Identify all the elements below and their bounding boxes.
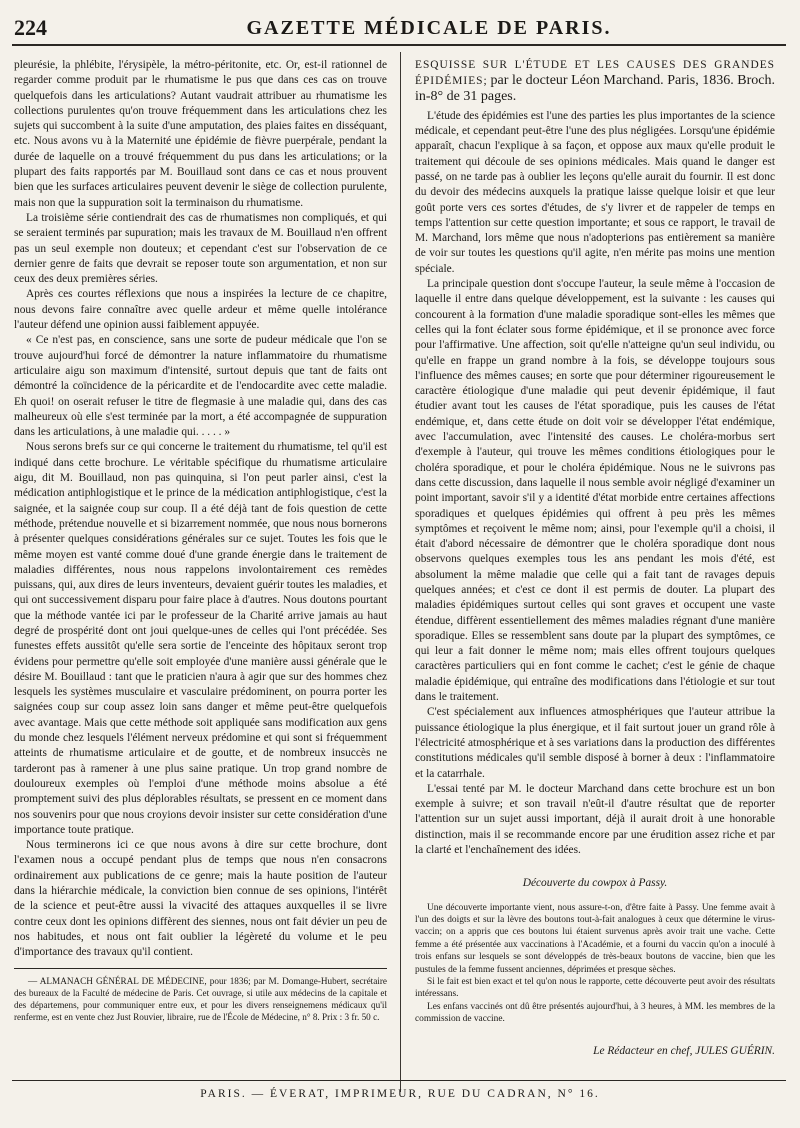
footer-rule bbox=[12, 1080, 786, 1081]
review-title bbox=[415, 58, 775, 105]
right-column bbox=[415, 58, 775, 1059]
paragraph: Nous terminerons ici ce que nous avons à dire sur cette brochure, dont l'examen nous a occupé pendant plus de temps que nous n'en consacrons ordinairement aux publications de ce genre; mais la haute position de l'auteur dans la hiérarchie médicale, la conviction bien connue de ses opinions, l'intérêt de la science et peut-être aussi la vivacité des attaques auxquelles il se livre contre ceux dont les opinions diffèrent des siennes, nous ont fait dévier un peu de nos habitudes, et nous ont fait oublier la légèreté du volume et le peu d'importance des travaux qu'il contient. bbox=[14, 839, 387, 959]
paragraph: pleurésie, la phlébite, l'érysipèle, la métro-péritonite, etc. Or, est-il rationnel de regarder comme produit par le rhumatisme le pus que dans ces cas on trouve quelquefois dans les articulations? Autant vaudrait attribuer au rhumatisme les collections purulentes qu'on trouve fréquemment dans les articulations chez les sujets qui succombent à la suite d'une amputation, des plaies faites en disséquant, etc. Nous avons vu à la Maternité une épidémie de fièvre puerpérale, pendant la durée de laquelle on a trouvé fréquemment du pus dans les articulations; or la plupart des faits rapportés par M. Bouillaud sont dans ce cas et nous prouvent bien que les surfaces articulaires peuvent devenir le siège de collection purulente, mais non que la suppuration soit la terminaison du rhumatisme. bbox=[14, 59, 387, 209]
paragraph: C'est spécialement aux influences atmosphériques que l'auteur attribue la puissance étiologique la plus énergique, et il fait surtout jouer un grand rôle à l'électricité atmosphérique et à ses variations dans la production des différentes constitutions médicales qu'il semble disposé à borner à deux : l'inflammatoire et la catarrhale. bbox=[415, 706, 775, 780]
column-rule bbox=[400, 52, 401, 1092]
running-title: GAZETTE MÉDICALE DE PARIS. bbox=[246, 17, 612, 39]
paragraph: La troisième série contiendrait des cas de rhumatismes non compliqués, et qui se seraient terminés par supuration; mais les travaux de M. Bouillaud n'en offrent pas un seul exemple non douteux; et cependant c'est sur l'observation de ce dernier genre de faits que devrait se reposer toute son argumentation, et non sur ceux des deux premières séries. bbox=[14, 211, 387, 286]
page-number: 224 bbox=[14, 15, 47, 40]
paragraph: La principale question dont s'occupe l'auteur, la seule même à l'occasion de laquelle il entre dans quelque développement, est la suivante : les causes qui concourent à la formation d'une maladie sporadique sont-elles les mêmes que celles qui la font éclater sous forme épidémique, et il se prononce avec force pour l'affirmative. Une affection, soit qu'elle n'atteigne qu'un seul individu, ou qu'elle en frappe un grand nombre à la fois, se développe toujours sous l'influence des mêmes causes; en sorte que pour déterminer rigoureusement le caractère étiologique d'une maladie qui peut devenir épidémique, il faut étudier avant tout les causes de l'état sporadique, puis les causes de l'état endémique, et, dans cette étude on doit voir se développer l'état endémique, avec l'accumulation, avec l'intensité des causes. Le choléra-morbus sert d'exemple à l'auteur, qui trouve les mêmes conditions étiologiques pour le choléra sporadique, et pour le choléra épidémique. Nous ne le suivrons pas dans cette discussion, dans laquelle il nous semble avoir négligé d'examiner un point important, savoir s'il y a identité d'état morbide entre certaines affections sporadiques et quelques épidémies qui offrent à peu près les mêmes symptômes et reçoivent le même nom; ainsi, pour l'exemple qu'il a choisi, il était d'abord nécessaire de démontrer que le choléra sporadique dont nous observons quelques exemples tous les ans pendant les mois d'été, est absolument la même maladie que celle qui a fait tant de ravages depuis quelques années; et c'est ce dont il est permis de douter. La plupart des maladies épidémiques surtout celles qui sont graves et occupent une vaste étendue, diffèrent essentiellement des mêmes maladies régnant d'une manière sporadique. Elles se ressemblent sans doute par la plupart des symptômes, ce qui leur a fait donner le même nom; mais elles offrent toujours quelques caractères particuliers qui en font comme le cachet; c'est le génie de chaque maladie épidémique, qui entraîne des modifications dans l'étiologie et sur tout dans le traitement. bbox=[415, 278, 775, 704]
paragraph: L'essai tenté par M. le docteur Marchand dans cette brochure est un bon exemple à suivre; et son travail n'eût-il d'autre résultat que de reporter l'attention sur un sujet aussi important, déjà il aurait droit à une honorable distinction, mais il se recommande encore par une érudition assez riche et par la clarté et l'enchaînement des idées. bbox=[415, 782, 775, 857]
editor-signature: Le Rédacteur en chef, JULES GUÉRIN. bbox=[593, 1044, 775, 1057]
cowpox-paragraph: Une découverte importante vient, nous assure-t-on, d'être faite à Passy. Une femme avait à l'un des doigts et sur la lèvre des boutons tout-à-fait analogues à ceux que détermine le virus-vaccin; on a appris que ces boutons lui étaient survenus après avoir trait une vache. Cette femme a été présentée aux vaccinations à l'Académie, et a fourni du vaccin qu'on a inoculé à trois enfans sur lesquels se sont développés de très-beaux boutons de vaccine, bien que les pustules de la femme fussent anciennes, déprimées et presque sèches. bbox=[415, 902, 775, 975]
paragraph: Après ces courtes réflexions que nous a inspirées la lecture de ce chapitre, nous devons faire connaître avec quelle ardeur et même quelle intolérance l'auteur défend une opinion aussi faiblement appuyée. bbox=[14, 288, 387, 332]
cowpox-paragraph: Les enfans vaccinés ont dû être présentés aujourd'hui, à 3 heures, à MM. les membres de la commission de vaccine. bbox=[415, 1001, 775, 1025]
cowpox-heading: Découverte du cowpox à Passy. bbox=[522, 877, 668, 890]
paragraph: L'étude des épidémies est l'une des parties les plus importantes de la science médicale, et cependant peut-être l'une des plus négligées. Lorsqu'une épidémie apparaît, chacun l'explique à sa façon, et oppose aux maux qu'elle produit le traitement qui découle de ses opinions médicales. Mais quand le danger est passé, on ne tarde pas à oublier les leçons qu'elle aurait du fournir. Il est donc du devoir des médecins auxquels la pratique laisse quelque loisir et que leur goût porte vers ces sortes d'études, de s'y livrer et de rappeler de temps en temps l'attention sur cette question importante; et sous ce rapport, le travail de M. Marchand, lors même que nous n'adopterions pas entièrement sa manière de voir sur toutes les questions qu'il agite, n'en mérite pas moins une mention spéciale. bbox=[415, 109, 775, 275]
page-header bbox=[12, 14, 786, 46]
quotation-paragraph: « Ce n'est pas, en conscience, sans une sorte de pudeur médicale que l'on se trouve aujourd'hui forcé de démontrer la nature inflammatoire du rhumatisme articulaire aigu son maximum d'intensité, surtout depuis que tant de faits ont démontré la coïncidence de la péricardite et de l'endocardite avec cette maladie. Eh quoi! on oserait refuser le titre de flegmasie à une maladie qui, dans des cas malheureux où elle s'est terminée par la mort, a été accompagnée de suppuration dans les articulations, à une maladie qui. . . . . » bbox=[14, 334, 387, 439]
section-divider bbox=[14, 968, 387, 969]
review-title-rest: par le docteur Léon Marchand. Paris, 1836. Broch. in-8° de 31 pages. bbox=[415, 72, 775, 104]
printer-imprint: PARIS. — ÉVERAT, IMPRIMEUR, RUE DU CADRAN, N° 16. bbox=[200, 1088, 600, 1100]
left-column bbox=[14, 58, 387, 1023]
cowpox-paragraph: Si le fait est bien exact et tel qu'on nous le rapporte, cette découverte peut avoir des résultats intéressans. bbox=[415, 977, 775, 1000]
review-title-caps: ESQUISSE SUR L'ÉTUDE ET LES CAUSES DES GRANDES ÉPIDÉMIES; bbox=[415, 59, 775, 87]
paragraph: Nous serons brefs sur ce qui concerne le traitement du rhumatisme, tel qu'il est indiqué dans cette brochure. Le véritable spécifique du rhumatisme articulaire aigu, dit M. Bouillaud, non pas quinquina, si l'on peut parler ainsi, c'est la médication antiphlogistique et le prince de la médication antiphlogistique, c'est la saignée, et la saignée coup sur coup. Il a été déjà tant de fois question de cette méthode, prétendue nouvelle et si bizarrement nommée, que nous nous bornerons à présenter quelques considérations générales sur ce sujet. Toutes les fois que le même moyen est vanté comme doué d'une grande énergie dans le traitement de maladies différentes, nous nous rappelons involontairement ces remèdes puissans, qui, aux dires de leurs inventeurs, devaient guérir toutes les maladies, et qui ont successivement disparu pour faire place à d'autres. Nous doutons pourtant que la méthode vantée ici par le professeur de la Charité arrive jamais au haut degré de prospérité dont ont joui quelque-unes de celles qui l'ont précédée. Ses funestes effets aussitôt qu'elle sera sortie de l'enceinte des hôpitaux seront trop évidens pour permettre qu'elle soit employée d'une manière aussi générale que le désire M. Bouillaud : tant que le praticien n'aura à agir que sur des hommes chez lesquels les systèmes musculaire et vasculaire prédominent, on pourra porter les saignées coup sur coup assez loin sans danger et même peut-être quelquefois avec avantage. Mais que cette méthode soit appliquée sans modification aux gens du monde chez lesquels l'élément nerveux prédomine et qui sont si fréquemment atteints de rhumatisme articulaire et de goutte, et de nombreux insuccès ne tarderont pas à ramener à une plus saine pratique. Un trop grand nombre de douloureux exemples où l'emploi d'une méthode moins absolue a été promptement suivi des plus déplorables résultats, se pressent en ce moment dans nos souvenirs pour que nous croyions devoir insister sur cette considération d'une importance toute pratique. bbox=[14, 441, 387, 836]
almanach-notice: — ALMANACH GÉNÉRAL DE MÉDECINE, pour 1836; par M. Domange-Hubert, secrétaire des bureaux de la Faculté de médecine de Paris. Cet ouvrage, si utile aux médecins de la capitale et des départemens, pour communiquer entre eux, et pour les divers renseignemens médicaux qu'il renferme, est en vente chez Just Rouvier, libraire, rue de l'École de Médecine, n° 8. Prix : 3 fr. 50 c. bbox=[14, 975, 387, 1022]
